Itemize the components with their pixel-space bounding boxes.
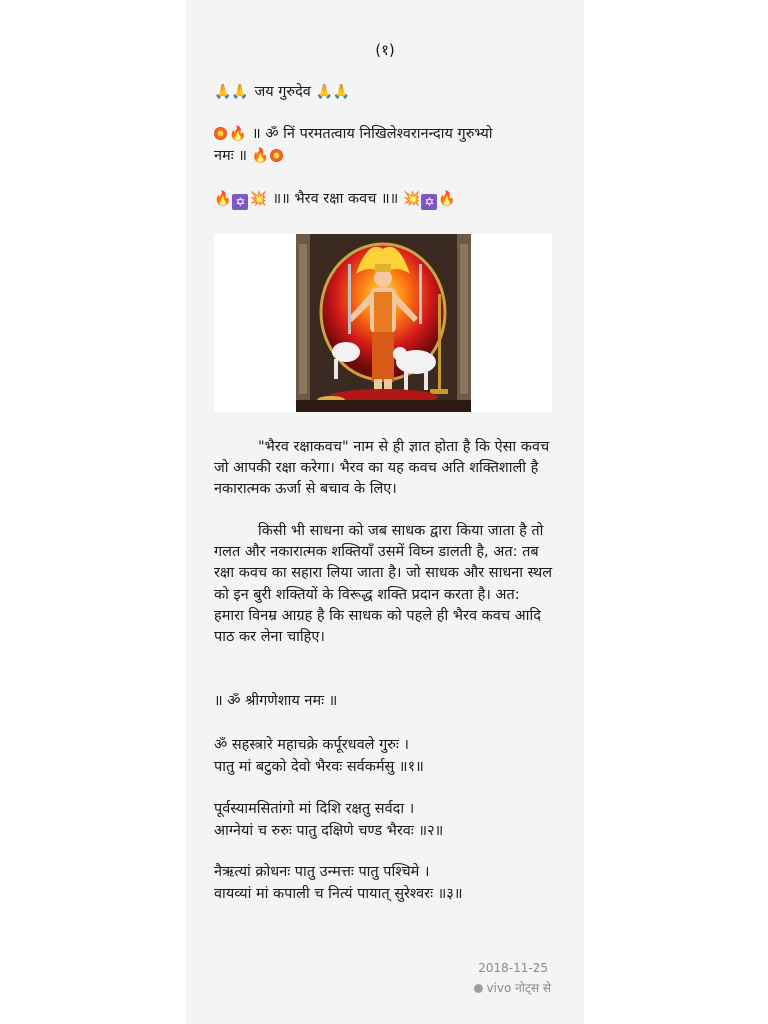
fire-icon: 🔥 (214, 191, 232, 207)
paragraph-2-text: किसी भी साधना को जब साधक द्वारा किया जाता है तो गलत और नकारात्मक शक्तियाँ उसमें विघ्न डालती है, अत: तब रक्षा कवच का सहारा लिया जाता है। जो साधक और साधना स्थल को इन बुरी शक्तियों के विरूद्ध शक्ति प्रदान करता है। अत: हमारा विनम्र आग्रह है कि साधक को पहले ही भैरव कवच आदि पाठ कर लेना चाहिए। (214, 523, 553, 646)
verse-2-line-1: पूर्वस्यामसितांगो मां दिशि रक्षतु सर्वदा । (214, 801, 415, 817)
kavach-title-line (214, 189, 554, 210)
paragraph-1 (214, 437, 554, 501)
star-of-david-icon: ✡ (232, 194, 248, 210)
flower-icon (214, 127, 227, 140)
fire-icon: 🔥 (251, 148, 269, 164)
mantra-line-1 (214, 124, 554, 145)
star-of-david-icon: ✡ (421, 194, 437, 210)
collision-icon: 💥 (402, 191, 421, 207)
ganesh-invocation: ॥ ॐ श्रीगणेशाय नमः ॥ (214, 693, 338, 709)
verse-1-line-2: पातु मां बटुको देवो भैरवः सर्वकर्मसु ॥१॥ (214, 759, 424, 775)
note-page (186, 0, 584, 1024)
fire-icon: 🔥 (438, 191, 456, 207)
greeting-line (214, 82, 554, 103)
folded-hands-icon: 🙏🙏 (214, 84, 249, 100)
fire-icon: 🔥 (229, 126, 247, 142)
note-source-text: vivo नोट्स से (486, 981, 551, 995)
mantra-text-2: नमः ॥ (214, 148, 247, 164)
paragraph-2 (214, 521, 554, 648)
verse-3-line-2: वायव्यां मां कपाली च नित्यं पायात् सुरेश्वरः ॥३॥ (214, 886, 463, 902)
kavach-title: ॥॥ भैरव रक्षा कवच ॥॥ (272, 191, 399, 207)
flower-icon (270, 149, 283, 162)
paragraph-1-text: "भैरव रक्षाकवच" नाम से ही ज्ञात होता है कि ऐसा कवच जो आपकी रक्षा करेगा। भैरव का यह कवच अति शक्तिशाली है नकारात्मक ऊर्जा से बचाव के लिए। (214, 439, 550, 498)
mantra-line-2 (214, 146, 554, 167)
page-number: (१) (375, 41, 395, 59)
note-source (474, 979, 551, 996)
collision-icon: 💥 (249, 191, 267, 207)
folded-hands-icon: 🙏🙏 (315, 84, 351, 100)
verse-2-line-2: आग्नेयां च रुरुः पातु दक्षिणे चण्ड भैरवः ॥२॥ (214, 823, 444, 839)
verse-1-line-1: ॐ सहस्त्रारे महाचक्रे कर्पूरधवले गुरुः । (214, 737, 409, 753)
mantra-text-1: ॥ ॐ निं परमतत्वाय निखिलेश्वरानन्दाय गुरुभ्यो (252, 126, 493, 142)
vivo-logo-icon (474, 984, 483, 993)
bhairav-deity-image[interactable] (296, 234, 471, 412)
note-date: 2018-11-25 (478, 961, 548, 975)
image-frame[interactable] (214, 234, 552, 412)
verse-3-line-1: नैऋत्यां क्रोधनः पातु उन्मत्तः पातु पश्चिमे । (214, 864, 430, 880)
greeting-text: जय गुरुदेव (254, 84, 311, 100)
